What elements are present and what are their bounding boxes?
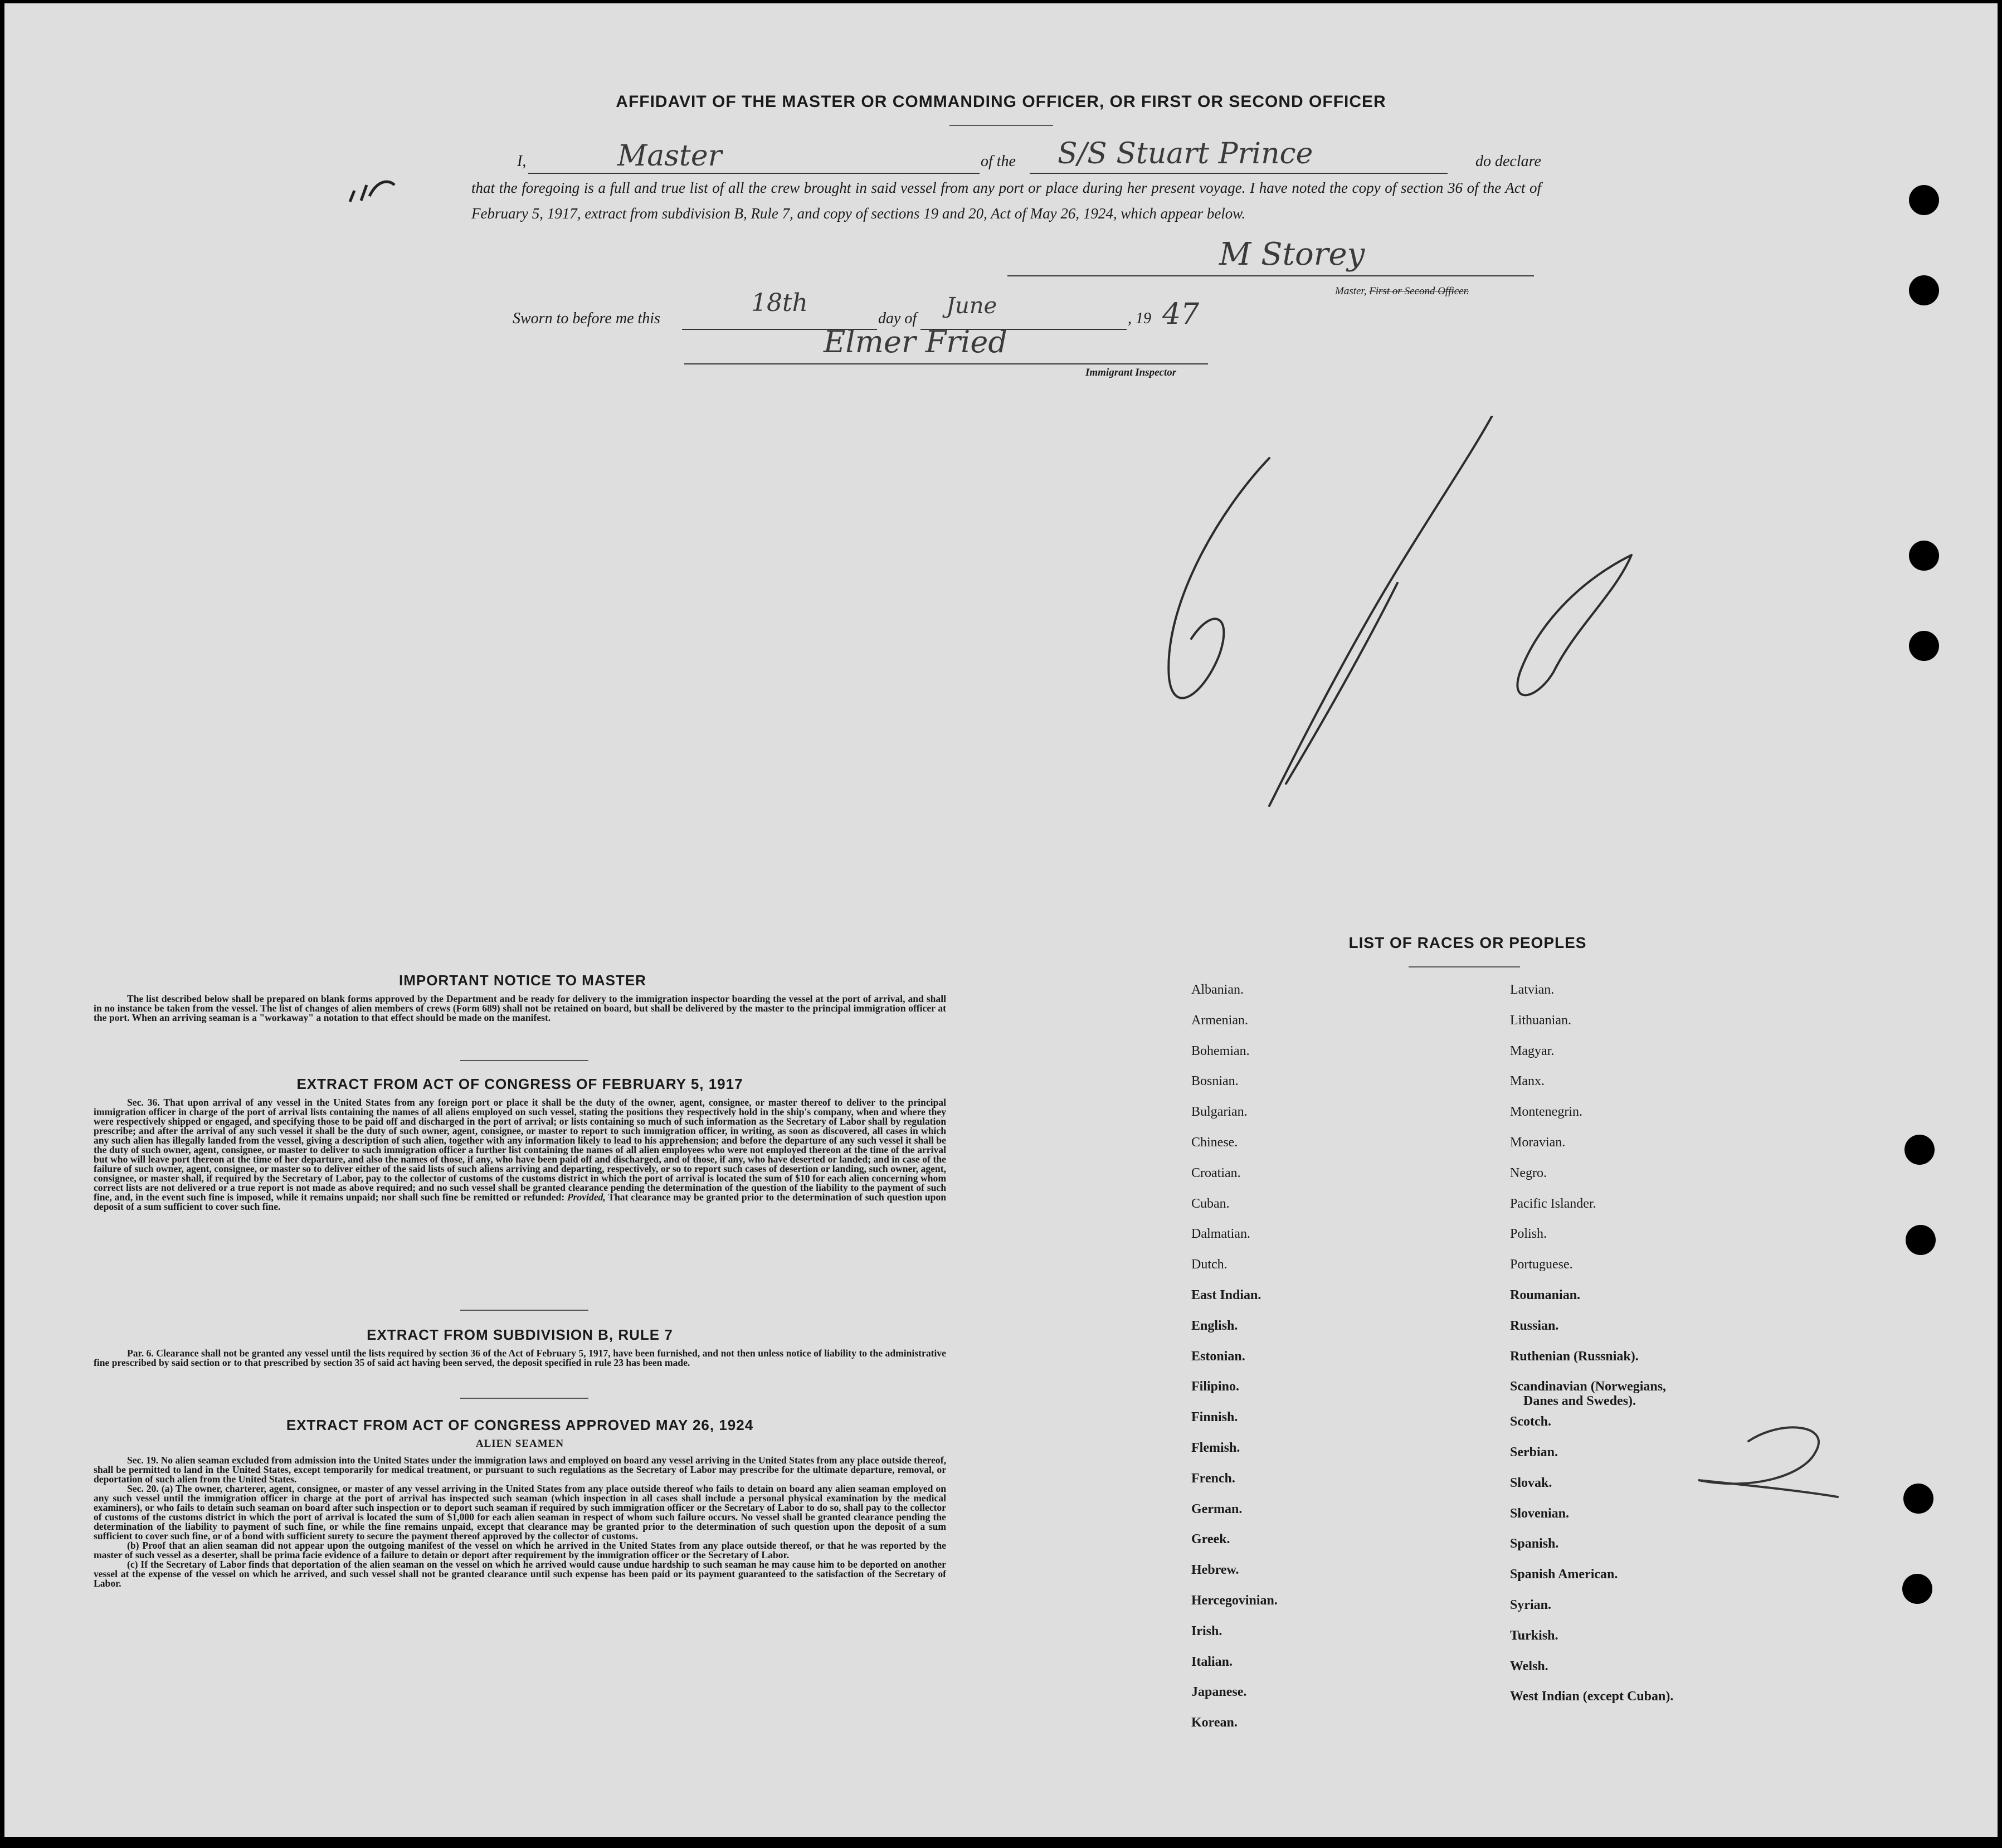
handwritten-sworn-month: June (946, 293, 997, 319)
race-item: Moravian. (1510, 1135, 1566, 1150)
sworn-day-of: day of (878, 310, 917, 327)
race-item: Spanish American. (1510, 1567, 1618, 1582)
affidavit-line1-prefix: I, (517, 153, 527, 170)
affidavit-line1-mid: of the (981, 153, 1016, 170)
race-item: Welsh. (1510, 1659, 1548, 1674)
race-item: Ruthenian (Russniak). (1510, 1349, 1639, 1364)
race-item: Armenian. (1191, 1013, 1248, 1028)
handwritten-vessel-name: S/S Stuart Prince (1058, 137, 1313, 171)
race-item: Bosnian. (1191, 1074, 1239, 1089)
race-item: Estonian. (1191, 1349, 1245, 1364)
notice-text: The list described below shall be prepared on blank forms approved by the Department and be ready for delivery to the immigration inspector boarding the vessel at the port of arrival, and shall in no instance be taken from the vessel. The list of changes of alien members of crews (Form 689) shall not be retained on board, but shall be delivered by the master to the principal immigration officer at the port. When an arriving seaman is a "workaway" a notation to that effect should be made on the manifest. (94, 993, 946, 1023)
signature-caption-master: Master, (1335, 285, 1367, 297)
extract-1924-body (94, 1456, 946, 1588)
signature-caption-struck: First or Second Officer. (1369, 285, 1469, 297)
binder-hole (1906, 1225, 1936, 1255)
binder-hole (1904, 1135, 1935, 1165)
affidavit-line1-suffix: do declare (1475, 153, 1541, 170)
race-item: Danes and Swedes). (1523, 1394, 1636, 1409)
ink-smudge (339, 168, 406, 207)
extract-1924-title: EXTRACT FROM ACT OF CONGRESS APPROVED MAY 26, 1924 (286, 1417, 754, 1433)
extract-1917-body (94, 1098, 946, 1212)
affidavit-title: AFFIDAVIT OF THE MASTER OR COMMANDING OFFICER, OR FIRST OR SECOND OFFICER (616, 93, 1386, 111)
handwritten-margin-annotation (1687, 1419, 1854, 1508)
race-item: Spanish. (1510, 1536, 1559, 1552)
extract-1917-text: That upon arrival of any vessel in the United States from any foreign port or place it shall be the duty of the owner, agent, consignee, or master thereof to deliver to the principal immigration officer in charge of the port of arrival lists containing the names of all aliens employed on such vessel, stating the positions they respectively hold in the ship's company, when and where they were respectively shipped or engaged, and specifying those to be paid off and discharged in the port of arrival; or lists containing so much of such information as the Secretary of Labor shall by regulation prescribe; and after the arrival of any such vessel it shall be the duty of such owner, agent, consignee, or master to report to such immigration officer, in writing, as soon as discovered, all cases in which any such alien has illegally landed from the vessel, giving a description of such alien, together with any information likely to lead to his apprehension; and before the departure of any such vessel it shall be the duty of such owner, agent, consignee, or master to deliver to such immigration officer a further list containing the names of all alien employees who were not employed thereon at the time of the arrival but who will leave port thereon at the time of her departure, and also the names of those, if any, who have been paid off and discharged, and of those, if any, who have deserted or landed; and in case of the failure of such owner, agent, consignee, or master so to deliver either of the said lists of such aliens arriving and departing, respectively, or so to report such cases of desertion or landing, such owner, agent, consignee, or master shall, if required by the Secretary of Labor, pay to the collector of customs of the customs district in which the port of arrival is located the sum of $10 for each alien concerning whom correct lists are not delivered or a true report is not made as above required; and no such vessel shall be granted clearance pending the determination of the question of the liability to the payment of such fine, and, in the event such fine is imposed, while it remains unpaid; nor shall such fine be remitted or refunded: (94, 1097, 946, 1203)
notice-title: IMPORTANT NOTICE TO MASTER (399, 972, 646, 989)
sworn-year-prefix: , 19 (1128, 310, 1151, 327)
inspector-signature-line (684, 363, 1208, 364)
race-item: Slovak. (1510, 1475, 1552, 1490)
race-item: Hercegovinian. (1191, 1593, 1278, 1608)
race-item: Korean. (1191, 1715, 1238, 1730)
handwritten-inspector-signature: Elmer Fried (824, 324, 1007, 359)
race-item: Portuguese. (1510, 1257, 1573, 1272)
binder-hole (1903, 1484, 1933, 1514)
annotation-date-strokes (1152, 416, 1654, 906)
race-item: Dutch. (1191, 1257, 1227, 1272)
race-item: Hebrew. (1191, 1563, 1239, 1578)
handwritten-rank: Master (617, 139, 722, 173)
race-item: Scotch. (1510, 1414, 1551, 1429)
race-item: Polish. (1510, 1227, 1547, 1242)
sworn-prefix: Sworn to before me this (513, 310, 660, 327)
extract-1924-sec19: Sec. 19. No alien seaman excluded from admission into the United States under the immigration laws and employed on board any vessel arriving in the United States from any place outside thereof, shall be permitted to land in the United States, except temporarily for medical treatment, or pursuant to such regulations as the Secretary of Labor may prescribe for the ultimate departure, removal, or deportation of such alien from the United States. (94, 1455, 946, 1485)
race-item: West Indian (except Cuban). (1510, 1689, 1674, 1704)
rank-fill-line (528, 173, 980, 174)
race-item: Albanian. (1191, 983, 1244, 997)
race-item: Filipino. (1191, 1379, 1240, 1394)
vessel-fill-line (1030, 173, 1448, 174)
race-item: Bulgarian. (1191, 1105, 1248, 1120)
race-item: Croatian. (1191, 1165, 1241, 1180)
race-item: Manx. (1510, 1074, 1545, 1089)
race-item: Latvian. (1510, 983, 1555, 997)
race-item: Italian. (1191, 1654, 1233, 1669)
inspector-caption: Immigrant Inspector (1085, 367, 1177, 378)
extract-1917-divider (460, 1310, 588, 1311)
race-item: Magyar. (1510, 1043, 1555, 1058)
race-item: Roumanian. (1510, 1288, 1581, 1302)
subdivision-b-title: EXTRACT FROM SUBDIVISION B, RULE 7 (367, 1326, 673, 1343)
race-item: Russian. (1510, 1318, 1559, 1333)
binder-hole (1909, 275, 1939, 305)
race-item: Cuban. (1191, 1196, 1230, 1211)
races-title: LIST OF RACES OR PEOPLES (1348, 934, 1587, 951)
document-page (4, 3, 1998, 1837)
race-item: Montenegrin. (1510, 1105, 1582, 1120)
race-item: Syrian. (1510, 1598, 1552, 1612)
extract-1924-sec20c: (c) If the Secretary of Labor finds that deportation of the alien seaman on the vessel on which he arrived would cause undue hardship to such seaman he may cause him to be deported on another vessel at the expense of the vessel on which he arrived, and such vessel shall not be granted clearance until such expense has been paid or its payment guaranteed to the satisfaction of the Secretary of Labor. (94, 1559, 946, 1589)
extract-1917-sec-label: Sec. 36. (127, 1097, 160, 1108)
race-item: Dalmatian. (1191, 1227, 1250, 1242)
race-item: Scandinavian (Norwegians, (1510, 1379, 1667, 1394)
races-divider (1409, 966, 1520, 967)
subdivision-b-divider (460, 1398, 588, 1399)
race-item: English. (1191, 1318, 1238, 1333)
ink-smudge-strokes (339, 168, 406, 207)
race-item: German. (1191, 1501, 1243, 1516)
race-item: Lithuanian. (1510, 1013, 1571, 1028)
subdivision-b-text: Par. 6. Clearance shall not be granted any vessel until the lists required by section 36 of the Act of February 5, 1917, have been furnished, and not then unless notice of liability to the administrative fine prescribed by said section or to that prescribed by section 35 of said act having been served, the deposit specified in rule 23 has been made. (94, 1348, 946, 1368)
extract-1917-text-end: That clearance may be granted prior to the determination of such question upon deposit of a sum sufficient to cover such fine. (94, 1192, 946, 1212)
extract-1924-subtitle: ALIEN SEAMEN (475, 1438, 564, 1450)
extract-1924-sec20a: Sec. 20. (a) The owner, charterer, agent, consignee, or master of any vessel arriving in the United States from any place outside thereof who fails to detain on board any alien seaman employed on any such vessel until the immigration officer in charge at the port of arrival has inspected such seaman (which inspection in all cases shall include a personal physical examination by the medical examiners), or who fails to detain such seaman on board after such inspection or to deport such seaman if required by such immigration officer or the Secretary of Labor to do so, shall pay to the collector of customs of the customs district in which the port of arrival is located the sum of $1,000 for each alien seaman in respect of whom such failure occurs. No vessel shall be granted clearance pending the determination of the liability to payment of such fine, or while the fine remains unpaid, except that clearance may be granted prior to the determination of such question upon the deposit of a sum sufficient to cover such fine, or of a bond with sufficient surety to secure the payment thereof approved by the collector of customs. (94, 1483, 946, 1541)
margin-annotation-strokes (1687, 1419, 1854, 1508)
notice-divider (460, 1060, 588, 1061)
race-item: Flemish. (1191, 1441, 1240, 1455)
title-divider (949, 125, 1053, 126)
binder-hole (1909, 185, 1939, 215)
handwritten-sworn-day: 18th (751, 289, 808, 317)
race-item: Chinese. (1191, 1135, 1238, 1150)
race-item: Irish. (1191, 1623, 1222, 1638)
race-item: East Indian. (1191, 1288, 1261, 1302)
race-item: Finnish. (1191, 1410, 1238, 1425)
extract-1917-provided: Provided, (567, 1192, 606, 1203)
race-item: Slovenian. (1510, 1506, 1570, 1521)
affidavit-declaration-text: that the foregoing is a full and true list of all the crew brought in said vessel from any port or place during her present voyage. I have noted the copy of section 36 of the Act of February 5, 1917, extract from subdivision B, Rule 7, and copy of sections 19 and 20, Act of May 26, 1924, which appear below. (471, 179, 1541, 222)
handwritten-sworn-year: 47 (1162, 298, 1200, 331)
handwritten-date-annotation (1152, 416, 1654, 906)
race-item: Turkish. (1510, 1628, 1558, 1643)
binder-hole (1909, 631, 1939, 661)
signature-line (1007, 275, 1534, 276)
binder-hole (1902, 1574, 1932, 1604)
race-item: Negro. (1510, 1165, 1547, 1180)
race-item: Bohemian. (1191, 1043, 1250, 1058)
race-item: French. (1191, 1471, 1235, 1486)
extract-1924-sec20b: (b) Proof that an alien seaman did not appear upon the outgoing manifest of the vessel on which he arrived in the United States from any place outside thereof, or that he was reported by the master of such vessel as a deserter, shall be prima facie evidence of a failure to detain or deport after requirement by the immigration officer or the Secretary of Labor. (94, 1540, 946, 1560)
extract-1917-title: EXTRACT FROM ACT OF CONGRESS OF FEBRUARY 5, 1917 (296, 1076, 743, 1092)
race-item: Serbian. (1510, 1445, 1558, 1460)
handwritten-master-signature: M Storey (1219, 236, 1365, 273)
binder-hole (1909, 541, 1939, 571)
race-item: Pacific Islander. (1510, 1196, 1596, 1211)
signature-caption (1335, 285, 1469, 298)
race-item: Greek. (1191, 1532, 1230, 1547)
race-item: Japanese. (1191, 1685, 1247, 1700)
